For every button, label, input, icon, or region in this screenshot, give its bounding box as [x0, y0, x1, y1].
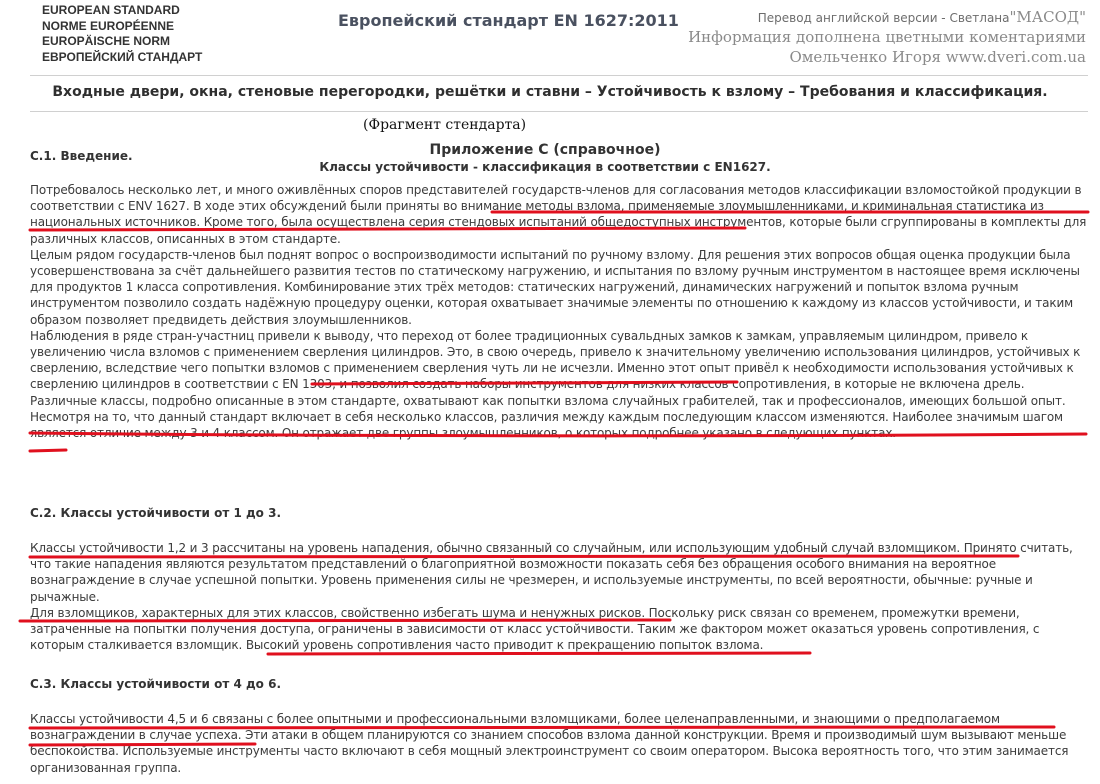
appendix-header — [0, 142, 1090, 175]
standard-name-de: EUROPÄISCHE NORM — [42, 34, 171, 48]
author-line: Омельченко Игоря www.dveri.com.ua — [789, 48, 1086, 66]
section-body-c1 — [30, 182, 1092, 441]
translation-credits — [688, 8, 1086, 67]
document-subtitle: Входные двери, окна, стеновые перегородки, решётки и ставни – Устойчивость к взлому – Требования и классификация. — [52, 84, 1048, 100]
standard-names — [42, 3, 202, 65]
appendix-subtitle: Классы устойчивости - классификация в соответствии с EN1627. — [319, 160, 771, 174]
paragraph: Различные классы, подробно описанные в этом стандарте, охватывают как попытки взлома случайных грабителей, так и профессионалов, имеющих большой опыт. — [30, 393, 1066, 408]
header-divider-bottom — [30, 111, 1088, 112]
paragraph: Классы устойчивости 4,5 и 6 связаны с более опытными и профессиональными взломщиками, более целенаправленными, и знающими о предполагаемом вознаграждении в случае успеха. Эти атаки в общем планируются со знанием способов взлома данной конструкции. Время и производимый шум вызывают меньше беспокойства. Используемые инструменты часто включают в себя мощный электроинструмент со своим оператором. Высока вероятность того, что этим занимается организованная группа. — [30, 712, 1069, 775]
paragraph: Несмотря на то, что данный стандарт включает в себя несколько классов, различия между каждым последующим классом изменяются. Наиболее значимым шагом является отличие между 3 и 4 классом. Он отражает две группы злоумышленников, о которых подробнее указано в следующих пунктах. — [30, 409, 1063, 441]
standard-name-fr: NORME EUROPÉENNE — [42, 18, 175, 33]
paragraph: Целым рядом государств-членов был поднят вопрос о воспроизводимости испытаний по ручному взлому. Для решения этих вопросов общая оценка продукции была усовершенствована за счёт дальнейшего развития тестов по статическому нагружению, и испытания по взлому ручным инструментом в настоящее время исключены для продуктов 1 класса сопротивления. Комбинирование этих трёх методов: статических нагружений, динамических нагружений и попыток взлома ручным инструментом позволило создать надёжную процедуру оценки, которая охватывает значимые элементы по отношению к каждому из классов устойчивости, и таким образом позволяет предвидеть действия злоумышленников. — [30, 247, 1080, 327]
section-heading-c1: С.1. Введение. — [30, 149, 133, 163]
info-line: Информация дополнена цветными коментариями — [688, 28, 1086, 46]
translation-prefix: Перевод английской версии - Светлана — [757, 11, 1010, 25]
section-heading-c3: С.3. Классы устойчивости от 4 до 6. — [30, 677, 282, 691]
translation-line — [688, 8, 1086, 26]
paragraph: Наблюдения в ряде стран-участниц привели к выводу, что переход от более традиционных сувальдных замков к замкам, управляемым цилиндром, привело к увеличению числа взломов с применением сверления цилиндров. Это, в свою очередь, привело к значительному увеличению использования цилиндров, устойчивых к сверлению, вследствие чего попытки взломов с применением сверления чуть ли не исчезли. Именно этот опыт привёл к необходимости использования устойчивых к сверлению цилиндров в соответствии с EN 1303, и позволил создать наборы инструментов для низких классов сопротивления, в которые не включена дрель. — [30, 328, 1081, 392]
fragment-note: (Фрагмент стендарта) — [363, 117, 527, 133]
header-divider-top — [30, 75, 1088, 76]
standard-name-ru: ЕВРОПЕЙСКИЙ СТАНДАРТ — [42, 49, 203, 64]
section-body-c2 — [30, 540, 1092, 653]
section-heading-c2: С.2. Классы устойчивости от 1 до 3. — [30, 506, 282, 520]
section-body-c3 — [30, 711, 1092, 776]
paragraph: Классы устойчивости 1,2 и 3 рассчитаны на уровень нападения, обычно связанный со случайным, или использующим удобный случай взломщиком. Принято считать, что такие нападения являются результатом представлений о благоприятной возможности показать себя без обращения особого внимания на вероятное вознаграждение в случае успешной попытки. Уровень применения силы не чрезмерен, и используемые инструменты, по всей вероятности, обычные: ручные и рычажные. — [30, 541, 1073, 604]
paragraph: Потребовалось несколько лет, и много оживлённых споров представителей государств-членов для согласования методов классификации взломостойкой продукции в соответствии с ENV 1627. В ходе этих обсуждений были приняты во внимание методы взлома, применяемые злоумышленниками, и криминальная статистика из национальных источников. Кроме того, была осуществлена серия стендовых испытаний общедоступных инструментов, которые были сгруппированы в комплекты для различных классов, описанных в этом стандарте. — [30, 183, 1087, 246]
appendix-title: Приложение С (справочное) — [429, 142, 661, 158]
translator-name: "МАСОД" — [1009, 8, 1086, 26]
standard-name-en: EUROPEAN STANDARD — [42, 3, 180, 17]
document-title: Европейский стандарт EN 1627:2011 — [338, 11, 679, 30]
paragraph: Для взломщиков, характерных для этих классов, свойственно избегать шума и ненужных рисков. Поскольку риск связан со временем, промежутки времени, затраченные на попытки получения доступа, ограничены в зависимости от класс устойчивости. Таким же фактором может оказаться уровень сопротивления, с которым сталкивается взломщик. Высокий уровень сопротивления часто приводит к прекращению попыток взлома. — [30, 605, 1040, 653]
underline-mark — [30, 450, 66, 451]
